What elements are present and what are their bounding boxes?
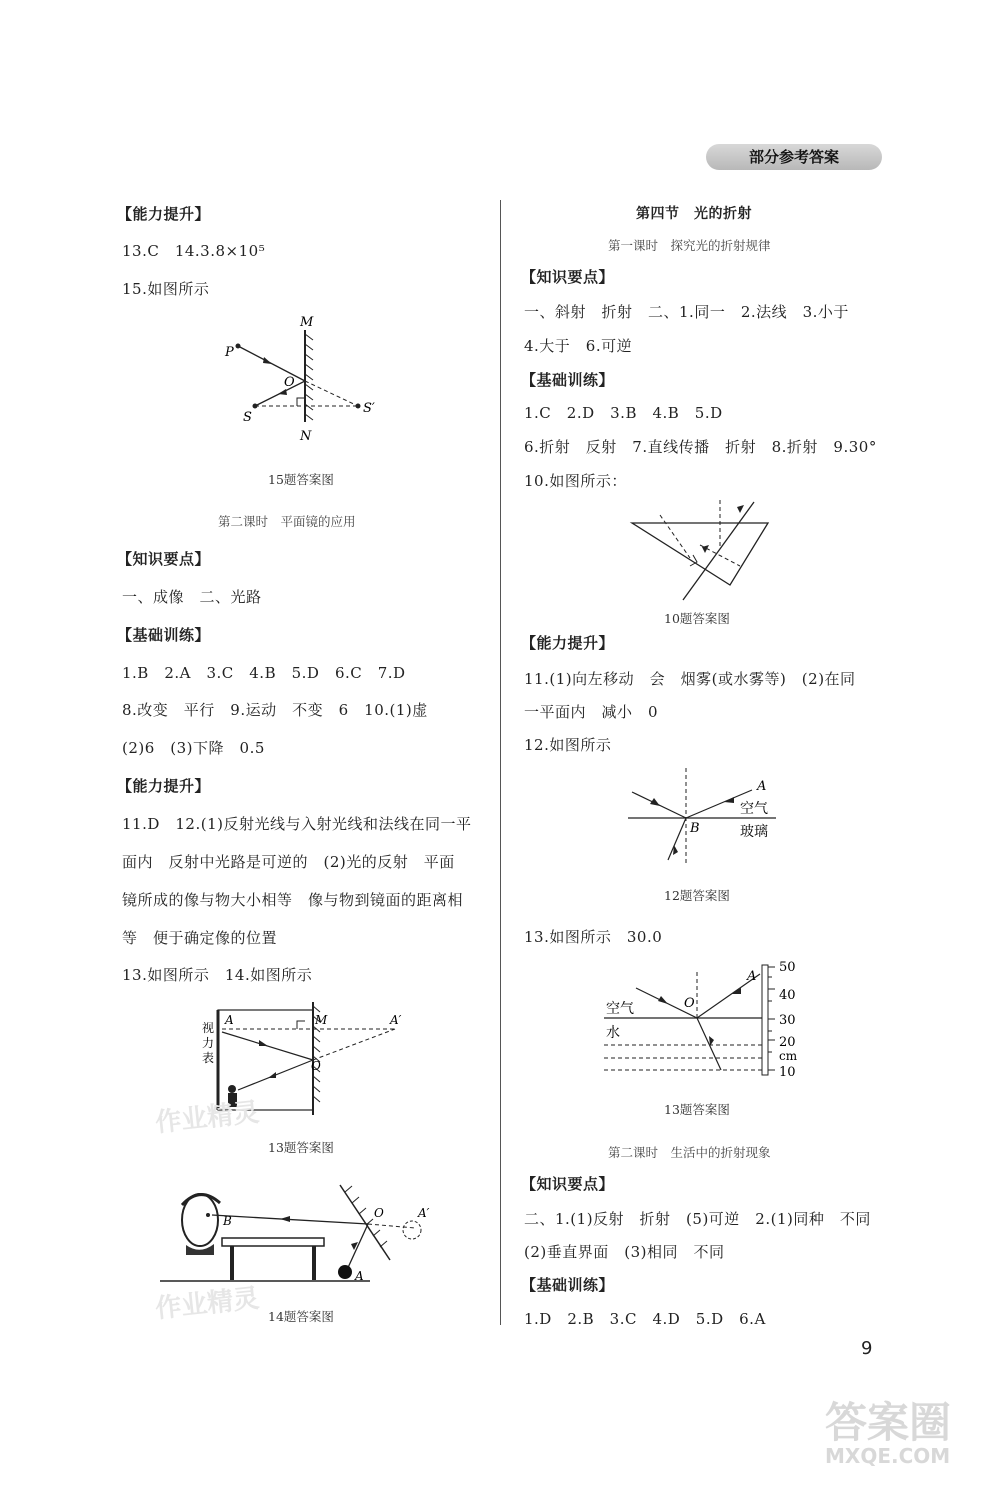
answer-line: 4.大于 6.可逆 <box>524 337 633 355</box>
label-b: B <box>223 1214 232 1228</box>
label-a: A <box>747 969 757 984</box>
heading-ability: 【能力提升】 <box>117 205 211 223</box>
section-title: 第四节 光的折射 <box>636 206 752 222</box>
answer-line: 1.B 2.A 3.C 4.B 5.D 6.C 7.D <box>122 664 406 682</box>
page-number: 9 <box>861 1338 873 1359</box>
caption-fig15: 15题答案图 <box>268 472 334 487</box>
heading-knowledge: 【知识要点】 <box>117 550 211 568</box>
label-glass: 玻璃 <box>740 824 768 840</box>
ruler-tick: 10 <box>779 1065 796 1080</box>
label-n: N <box>300 429 312 444</box>
answer-line: 一、斜射 折射 二、1.同一 2.法线 3.小于 <box>524 303 849 321</box>
label-a-prime: A′ <box>390 1013 402 1027</box>
answer-line: 一平面内 减小 0 <box>524 703 659 721</box>
label-o: O <box>284 375 295 390</box>
ruler-tick: 40 <box>779 988 796 1003</box>
answer-line: 15.如图所示 <box>122 280 210 298</box>
lesson-title: 第一课时 探究光的折射规律 <box>608 238 771 253</box>
ruler-tick: 20 <box>779 1035 796 1050</box>
answer-line: 12.如图所示 <box>524 736 612 754</box>
label-s-prime: S′ <box>363 401 375 416</box>
caption-fig13-left: 13题答案图 <box>268 1140 334 1155</box>
answer-line: 二、1.(1)反射 折射 (5)可逆 2.(1)同种 不同 <box>524 1210 871 1228</box>
caption-fig12: 12题答案图 <box>664 888 730 903</box>
label-eye-chart: 视力表 <box>202 1021 215 1065</box>
label-a: A <box>225 1013 234 1027</box>
lesson-title: 第二课时 平面镜的应用 <box>218 514 356 529</box>
site-watermark-url: MXQE.COM <box>825 1444 951 1468</box>
answer-line: 11.D 12.(1)反射光线与入射光线和法线在同一平 <box>122 815 472 833</box>
label-water: 水 <box>606 1025 620 1041</box>
ruler-tick: 30 <box>779 1013 796 1028</box>
answer-line: 13.C 14.3.8×10⁵ <box>122 242 266 260</box>
label-o: O <box>374 1206 384 1220</box>
label-p: P <box>225 345 234 360</box>
heading-basic: 【基础训练】 <box>117 626 211 644</box>
caption-fig13-right: 13题答案图 <box>664 1102 730 1117</box>
heading-ability: 【能力提升】 <box>521 634 615 652</box>
answer-line: 10.如图所示： <box>524 472 627 490</box>
answer-line: 13.如图所示 14.如图所示 <box>122 966 313 984</box>
section-badge: 部分参考答案 <box>706 144 882 170</box>
answer-line: 等 便于确定像的位置 <box>122 929 278 947</box>
caption-fig10: 10题答案图 <box>664 611 730 626</box>
label-m: M <box>315 1013 328 1027</box>
caption-fig14: 14题答案图 <box>268 1309 334 1324</box>
label-o: O <box>311 1059 321 1073</box>
label-a: A <box>757 779 767 794</box>
ruler-unit: cm <box>779 1049 798 1063</box>
label-air: 空气 <box>606 1001 634 1017</box>
answer-line: (2)垂直界面 (3)相同 不同 <box>524 1243 725 1261</box>
label-m: M <box>300 315 314 330</box>
label-a: A <box>355 1269 364 1283</box>
answer-line: 镜所成的像与物大小相等 像与物到镜面的距离相 <box>122 891 464 909</box>
answer-line: 面内 反射中光路是可逆的 (2)光的反射 平面 <box>122 853 455 871</box>
label-o: O <box>684 996 695 1011</box>
label-b: B <box>690 821 700 836</box>
label-air: 空气 <box>740 801 768 817</box>
label-s: S <box>243 410 252 425</box>
label-a-prime: A′ <box>418 1206 430 1220</box>
answer-line: 1.C 2.D 3.B 4.B 5.D <box>524 404 723 422</box>
answer-line: 6.折射 反射 7.直线传播 折射 8.折射 9.30° <box>524 438 877 456</box>
heading-basic: 【基础训练】 <box>521 1276 615 1294</box>
answer-line: 11.(1)向左移动 会 烟雾(或水雾等) (2)在同 <box>524 670 856 688</box>
stamp-watermark: 作业精灵 <box>153 1283 261 1325</box>
stamp-watermark: 作业精灵 <box>153 1097 261 1139</box>
heading-knowledge: 【知识要点】 <box>521 268 615 286</box>
answer-line: 一、成像 二、光路 <box>122 588 262 606</box>
answer-line: 8.改变 平行 9.运动 不变 6 10.(1)虚 <box>122 701 428 719</box>
answer-line: (2)6 (3)下降 0.5 <box>122 739 265 757</box>
heading-knowledge: 【知识要点】 <box>521 1175 615 1193</box>
ruler-tick: 50 <box>779 960 796 975</box>
site-watermark: 答案圈 <box>825 1398 952 1447</box>
answer-line: 1.D 2.B 3.C 4.D 5.D 6.A <box>524 1310 766 1328</box>
heading-ability: 【能力提升】 <box>117 777 211 795</box>
heading-basic: 【基础训练】 <box>521 371 615 389</box>
lesson-title: 第二课时 生活中的折射现象 <box>608 1145 771 1160</box>
answer-line: 13.如图所示 30.0 <box>524 928 663 946</box>
